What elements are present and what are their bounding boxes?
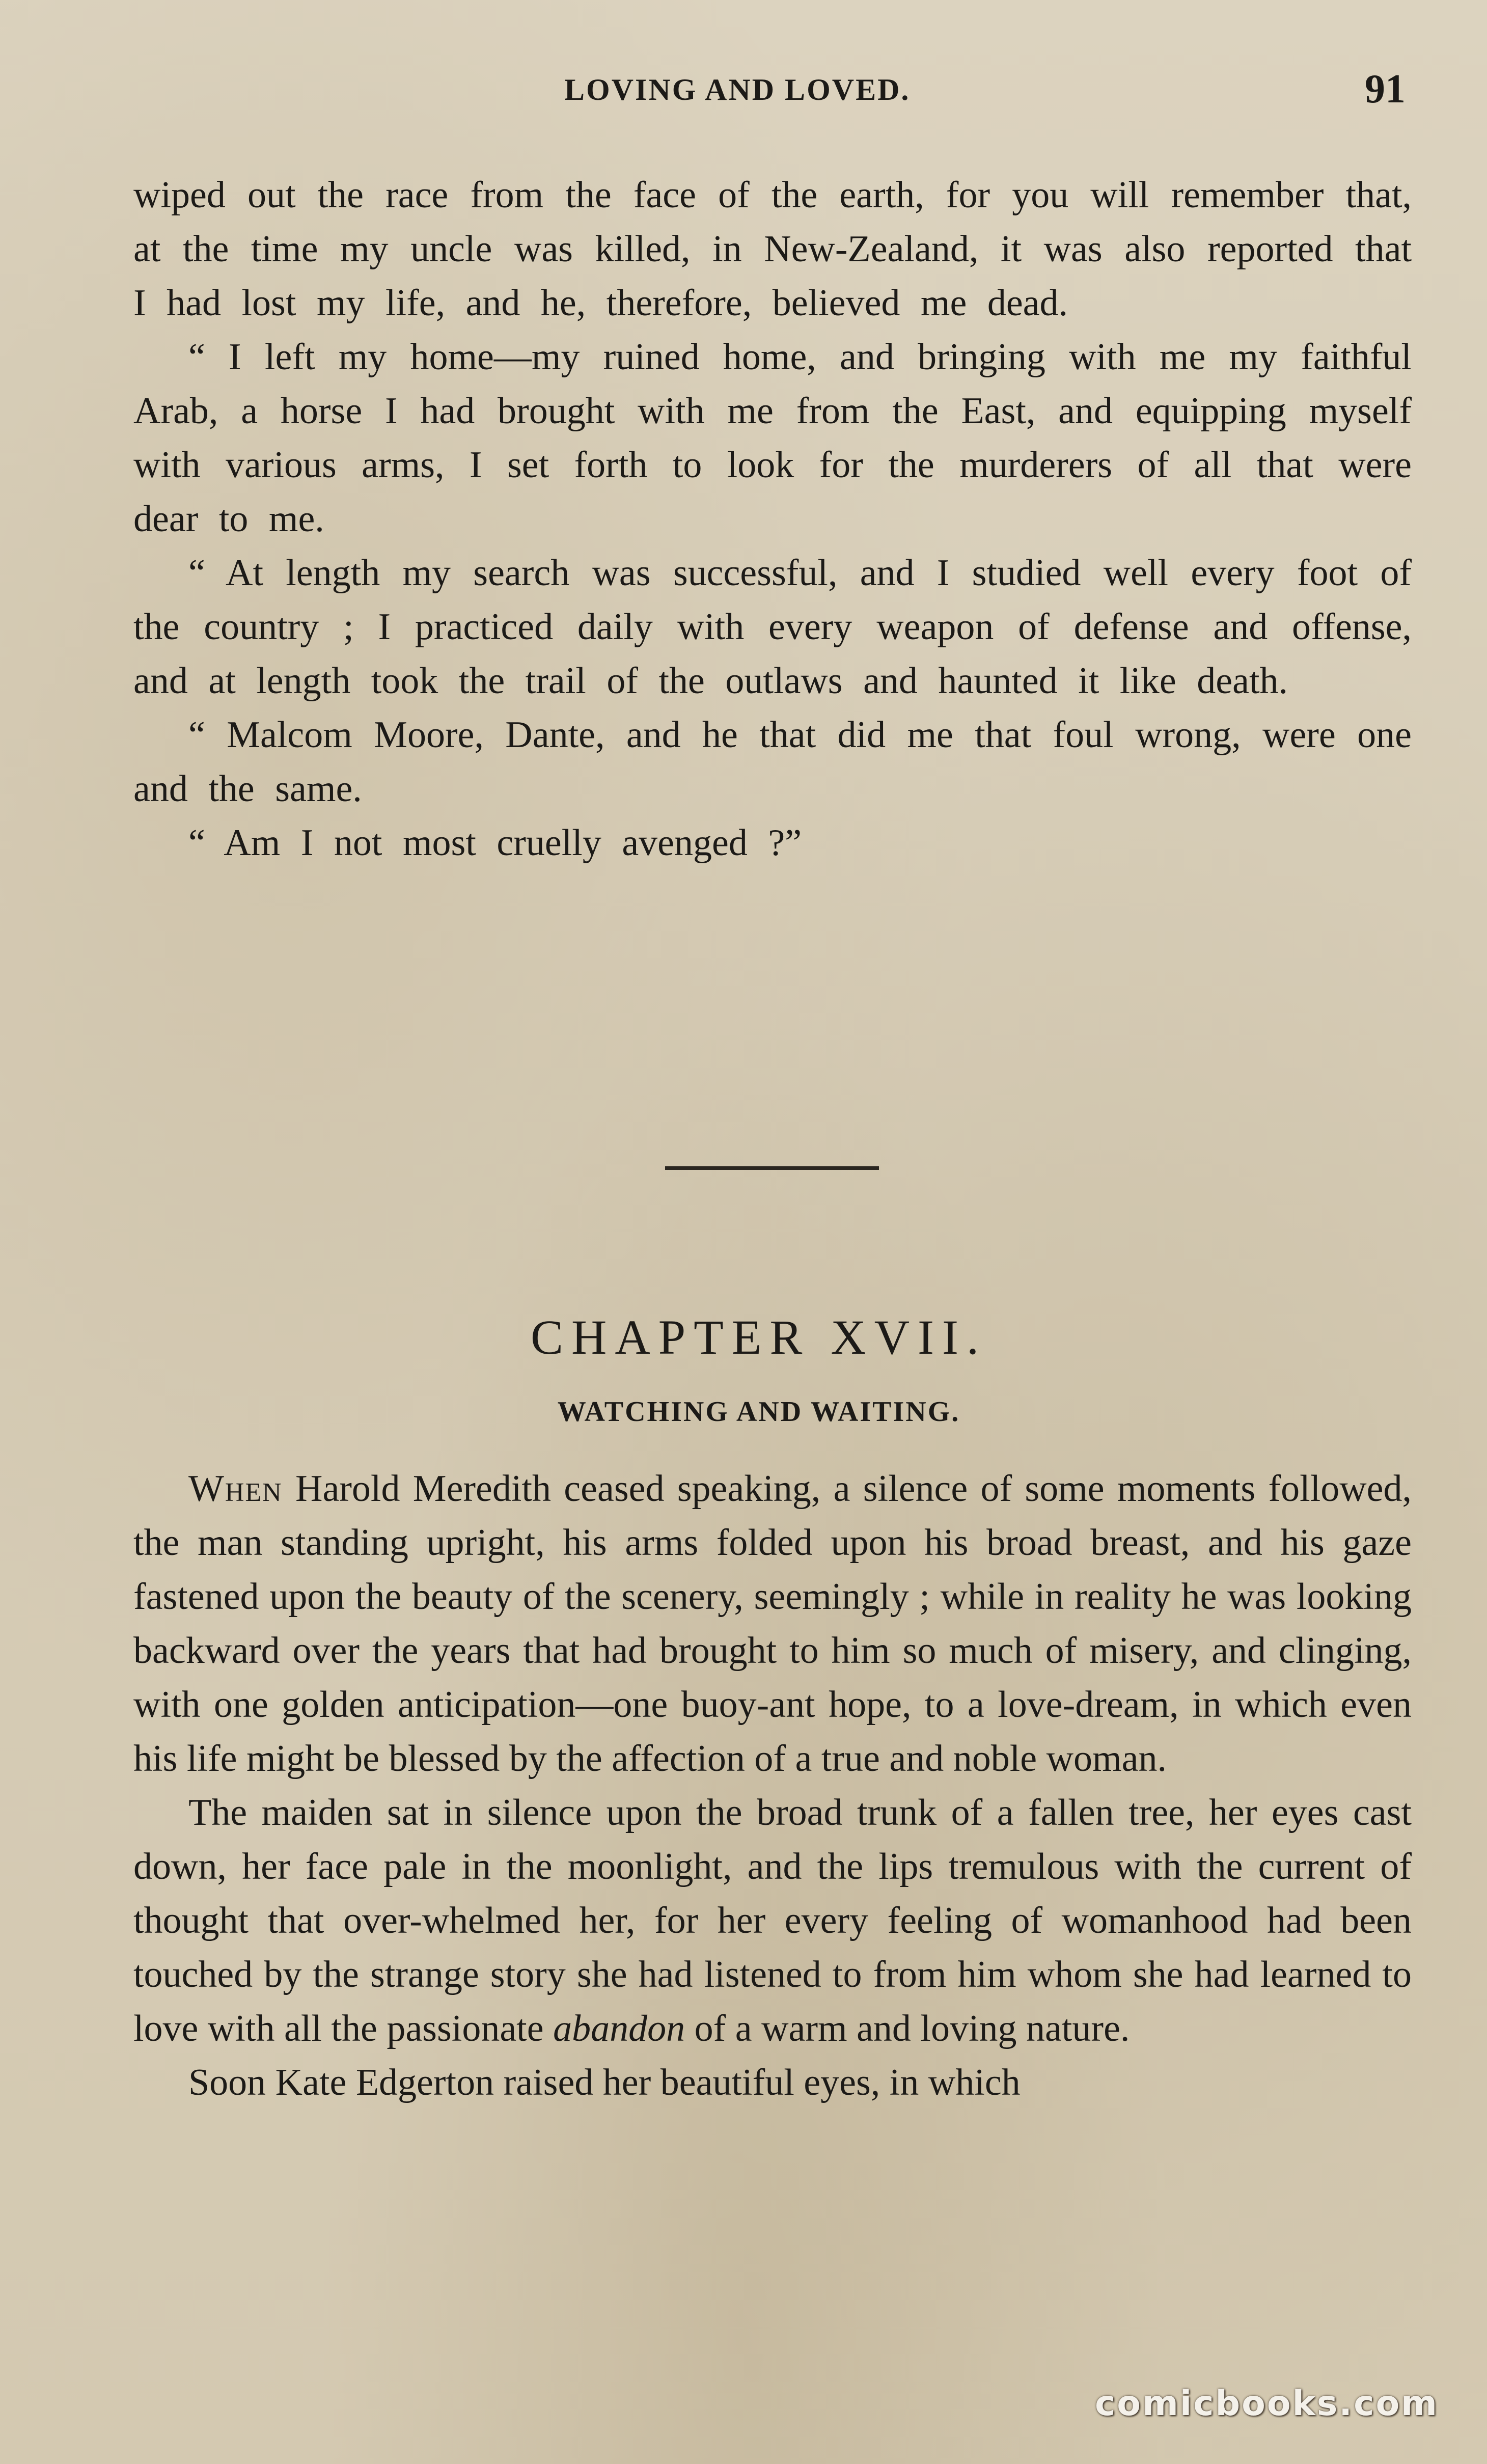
paragraph-text: Harold Meredith ceased speaking, a silence of some moments followed, the man standing upright, his arms folded upon his broad breast, and his gaze fastened upon the beauty of the scenery, seemingly ; while in reality he was looking backward over the years that had brought to him so much of misery, and clinging, with one golden anticipation—one buoy-ant hope, to a love-dream, in which even his life might be blessed by the affection of a true and noble woman. <box>133 1468 1412 1779</box>
chapter-subtitle: WATCHING AND WAITING. <box>557 1396 960 1428</box>
paragraph-text: The maiden sat in silence upon the broad trunk of a fallen tree, her eyes cast down, her face pale in the moonlight, and the lips tremulous with the current of thought that over-whelmed her, for her every feeling of womanhood had been touched by the strange story she had listened to from him whom she had learned to love with all the passionate <box>133 1792 1412 2049</box>
page-number: 91 <box>1365 67 1406 112</box>
paragraph: “ Malcom Moore, Dante, and he that did me that foul wrong, were one and the same. <box>133 714 1412 810</box>
paragraph-continued: wiped out the race from the face of the earth, for you will remember that, at the time my uncle was killed, in New-Zealand, it was also reported that I had lost my life, and he, therefore, believed me dead. <box>133 174 1412 324</box>
paragraph <box>133 1786 1412 2056</box>
chapter-heading: CHAPTER XVII. <box>531 1310 987 1364</box>
section-divider-rule <box>665 1166 879 1170</box>
running-head <box>0 66 1487 117</box>
running-title: LOVING AND LOVED. <box>564 73 911 106</box>
italic-word: abandon <box>553 2008 685 2049</box>
paragraph: Soon Kate Edgerton raised her beautiful eyes, in which <box>188 2062 1021 2103</box>
paragraph: “ At length my search was successful, and I studied well every foot of the country ; I practiced daily with every weapon of defense and offense, and at length took the trail of the outlaws and haunted it like death. <box>133 552 1412 702</box>
body-text-block <box>133 1462 1412 2110</box>
paragraph <box>133 1462 1412 1786</box>
drop-lead-word: When <box>188 1468 283 1510</box>
paragraph: “ Am I not most cruelly avenged ?” <box>188 822 802 864</box>
top-text-block <box>133 168 1412 870</box>
paragraph-text: of a warm and loving nature. <box>685 2008 1130 2049</box>
paragraph: “ I left my home—my ruined home, and bringing with me my faithful Arab, a horse I had brought with me from the East, and equipping myself with various arms, I set forth to look for the murderers of all that were dear to me. <box>133 336 1412 540</box>
watermark: comicbooks.com <box>1095 2384 1439 2424</box>
